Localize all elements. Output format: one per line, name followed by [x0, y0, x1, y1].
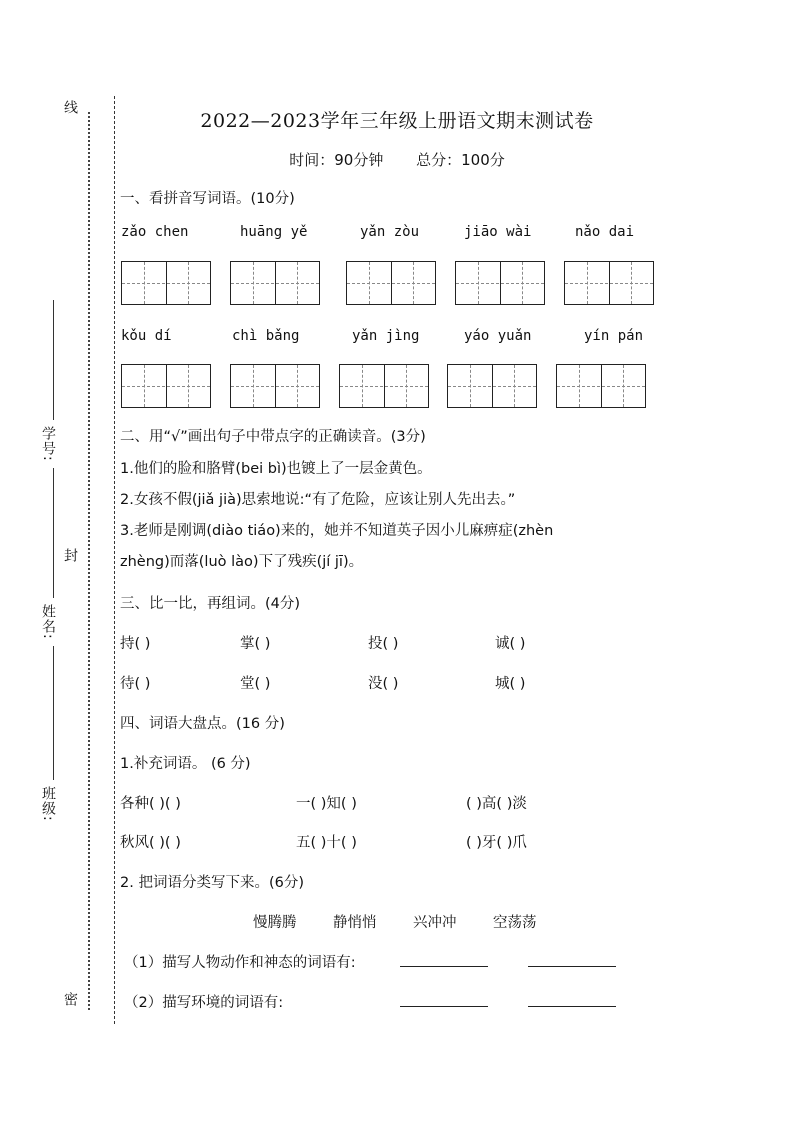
tianzige-box[interactable] [339, 364, 429, 408]
exam-time: 时间：90分钟 [289, 151, 384, 169]
section-1-heading: 一、看拼音写词语。(10分) [120, 191, 295, 207]
pinyin-label: yáo yuǎn [464, 328, 532, 344]
word-bank-item: 静悄悄 [333, 915, 377, 931]
pinyin-label: nǎo dai [575, 224, 635, 240]
word-bank-item: 空荡荡 [493, 915, 537, 931]
answer-blank[interactable] [528, 950, 616, 967]
student-id-field[interactable] [53, 300, 54, 420]
pinyin-label: chì bǎng [232, 328, 300, 344]
answer-blank[interactable] [400, 990, 488, 1007]
tianzige-box[interactable] [346, 261, 436, 305]
compare-item[interactable]: 城( ) [495, 676, 526, 692]
tianzige-box[interactable] [121, 364, 211, 408]
class-field[interactable] [53, 646, 54, 780]
section-3-heading: 三、比一比，再组词。(4分) [120, 596, 301, 612]
pinyin-label: kǒu dí [121, 328, 172, 344]
pinyin-label: yǎn zòu [360, 224, 420, 240]
margin-feng-label: 封 [62, 548, 78, 563]
exam-title: 2022—2023学年三年级上册语文期末测试卷 [200, 110, 594, 132]
idiom-fill-item[interactable]: 各种( )( ) [120, 796, 181, 812]
compare-item[interactable]: 投( ) [368, 636, 399, 652]
student-name-label: 姓名: [40, 604, 56, 640]
classify-question: （2）描写环境的词语有: [124, 995, 284, 1011]
section-4-heading: 四、词语大盘点。(16 分) [120, 716, 285, 732]
tianzige-box[interactable] [455, 261, 545, 305]
margin-mi-label: 密 [62, 992, 78, 1007]
student-name-field[interactable] [53, 468, 54, 598]
tianzige-box[interactable] [230, 261, 320, 305]
compare-item[interactable]: 诚( ) [495, 636, 526, 652]
question-line: 2.女孩不假(jiǎ jià)思索地说:“有了危险，应该让别人先出去。” [120, 492, 516, 508]
idiom-fill-item[interactable]: 一( )知( ) [296, 796, 357, 812]
answer-blank[interactable] [400, 950, 488, 967]
pinyin-label: huāng yě [240, 224, 308, 240]
tianzige-box[interactable] [447, 364, 537, 408]
student-id-label: 学号: [40, 426, 56, 462]
exam-score: 总分：100分 [416, 151, 505, 169]
pinyin-label: zǎo chen [121, 224, 189, 240]
exam-info [0, 149, 794, 170]
idiom-fill-item[interactable]: 秋风( )( ) [120, 835, 181, 851]
pinyin-label: yǎn jìng [352, 328, 420, 344]
tianzige-box[interactable] [556, 364, 646, 408]
compare-item[interactable]: 持( ) [120, 636, 151, 652]
compare-item[interactable]: 没( ) [368, 676, 399, 692]
idiom-fill-item[interactable]: 五( )十( ) [296, 835, 357, 851]
binding-dashed-line [114, 96, 115, 1024]
margin-xian-label: 线 [62, 100, 78, 115]
question-line: zhèng)而落(luò lào)下了残疾(jí jī)。 [120, 554, 364, 570]
tianzige-box[interactable] [564, 261, 654, 305]
compare-item[interactable]: 堂( ) [240, 676, 271, 692]
tianzige-box[interactable] [230, 364, 320, 408]
answer-blank[interactable] [528, 990, 616, 1007]
pinyin-label: yín pán [584, 328, 644, 344]
pinyin-label: jiāo wài [464, 224, 532, 240]
word-bank-item: 慢腾腾 [253, 915, 297, 931]
compare-item[interactable]: 待( ) [120, 676, 151, 692]
classify-question: （1）描写人物动作和神态的词语有: [124, 955, 356, 971]
word-bank-item: 兴冲冲 [413, 915, 457, 931]
compare-item[interactable]: 掌( ) [240, 636, 271, 652]
class-label: 班级: [40, 786, 56, 822]
tianzige-box[interactable] [121, 261, 211, 305]
subsection-heading: 1.补充词语。 (6 分) [120, 756, 251, 772]
idiom-fill-item[interactable]: ( )高( )淡 [466, 796, 527, 812]
section-2-heading: 二、用“√”画出句子中带点字的正确读音。(3分) [120, 429, 426, 445]
subsection-heading: 2. 把词语分类写下来。(6分) [120, 875, 304, 891]
idiom-fill-item[interactable]: ( )牙( )爪 [466, 835, 527, 851]
question-line: 1.他们的脸和胳臂(bei bì)也镀上了一层金黄色。 [120, 461, 432, 477]
binding-dotted-line [88, 112, 90, 1010]
question-line: 3.老师是刚调(diào tiáo)来的，她并不知道英子因小儿麻痹症(zhèn [120, 523, 554, 539]
